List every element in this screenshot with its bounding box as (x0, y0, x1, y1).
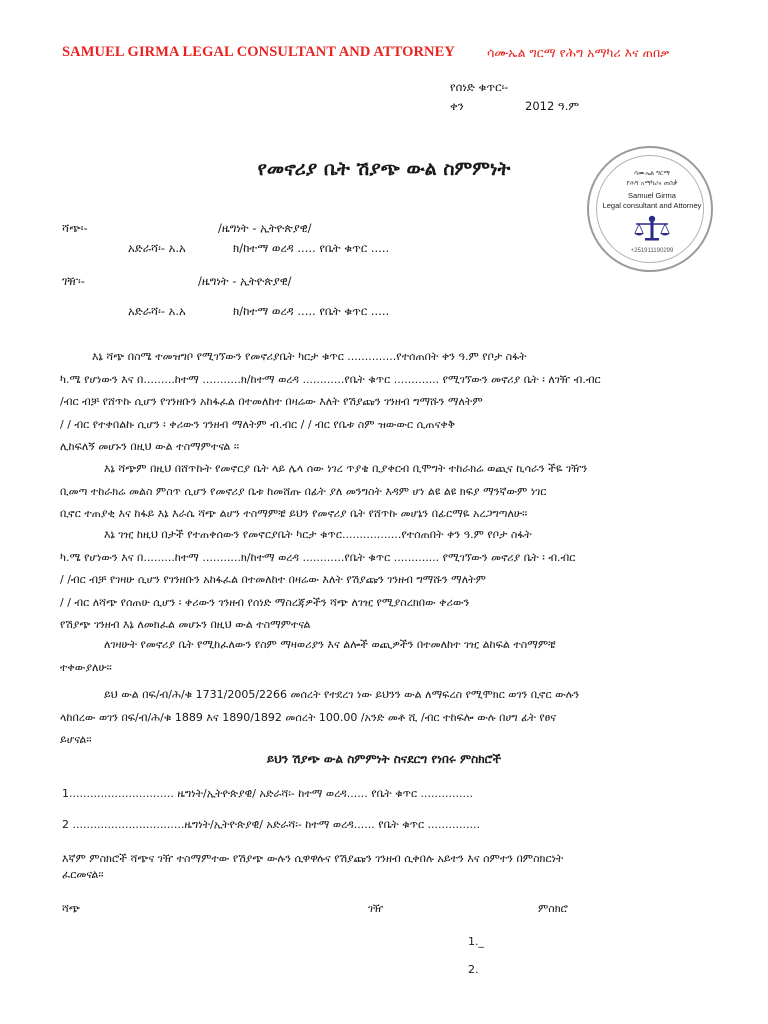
paragraph-transfer-costs (60, 634, 710, 679)
paragraph-line: ካ.ሜ የሆነውን እና በ.........ከተማ ...........ክ/ከተማ ወረዳ ............የቤት ቁጥር ............. የሚገኘውን መኖሪያ ቤት ፡ ብ.ብር (60, 550, 576, 564)
firm-name-english: SAMUEL GIRMA LEGAL CONSULTANT AND ATTORNEY (62, 44, 455, 60)
scales-of-justice-icon (632, 212, 672, 246)
buyer-nationality: /ዜግነት - ኢትዮጵያዊ/ (198, 274, 292, 288)
paragraph-line: የሽያጭ ገንዘብ እኔ ለመክፈል መሆኑን በዚህ ውል ተስማምተናል (60, 618, 311, 631)
paragraph-line: ካ.ሜ የሆነውን እና በ.........ከተማ ...........ክ/ከተማ ወረዳ ............የቤት ቁጥር ............. የሚገኘውን መኖሪያ ቤት ፡ ለገዥ ብ.ብር (60, 372, 601, 386)
seller-subcity: ክ/ከተማ ወረዳ ..... የቤት ቁጥር ..... (233, 241, 390, 255)
witness-closing-line-2: ፈርመናል፡፡ (62, 868, 104, 881)
seller-label: ሻጭ፡- (62, 221, 88, 235)
date-year: 2012 ዓ.ም (525, 99, 580, 113)
paragraph-line: ይህ ውል በፍ/ብ/ሕ/ቁ 1731/2005/2266 መሰረት የተደረገ ነው ይህንን ውል ለማፍረስ የሚሞክር ወገን ቢኖር ውሉን (104, 688, 580, 701)
buyer-signature-label: ገዥ (368, 902, 384, 915)
stamp-line-1: ሳሙኤል ግርማ (634, 169, 670, 177)
paragraph-line: እኔ ሻጭ በስሜ ተመዝግቦ የሚገኘውን የመኖሪያቤት ካርታ ቁጥር ..............የተሰጠበት ቀን ዓ.ም የቦታ ስፋት (92, 350, 527, 363)
paragraph-seller-statement (60, 346, 710, 459)
paragraph-seller-warranty (60, 458, 710, 526)
paragraph-line: / /ብር ብቻ የገዛሁ ሲሆን የገንዘቡን አከፋፈል በተመለከተ በዛሬው እለት የሽያጩን ገንዘብ ግማሹን ማለትም (60, 573, 486, 586)
paragraph-line: /ብር ብቻ የሸጥኩ ሲሆን የገንዘቡን አከፋፈል በተመለከተ በዛሬው እለት የሽያጩን ገንዘብ ግማሹን ማለትም (60, 395, 483, 408)
stamp-phone: +251911190299 (630, 248, 674, 254)
official-stamp (587, 146, 713, 272)
stamp-line-3: Samuel Girma (628, 191, 676, 200)
paragraph-line: ቢኖር ተጠያቂ እና ከፋይ እኔ እራሴ ሻጭ ልሆን ተስማምቼ ይህን የመኖሪያ ቤት የሸጥኩ መሆኔን በፊርማዬ አረጋግጣለሁ፡፡ (60, 507, 528, 520)
buyer-subcity: ክ/ከተማ ወረዳ ..... የቤት ቁጥር ..... (233, 304, 390, 318)
paragraph-line: ሊከፍለኝ መሆኑን በዚህ ውል ተስማምተናል ፡፡ (60, 440, 240, 453)
witness-signature-2: 2. (468, 963, 479, 976)
stamp-line-4: Legal consultant and Attorney (602, 201, 702, 210)
seller-address: አድራሻ፡- አ.አ (128, 241, 186, 255)
witness-section-title: ይህን ሽያጭ ውል ስምምነት ስናደርግ የነበሩ ምስክሮች (266, 752, 502, 766)
paragraph-line: እኔ ሻጭም በዚህ በሸጥኩት የመኖርያ ቤት ላይ ሌላ ሰው ነገረ ጥያቄ ቢያቀርብ ቢሞግት ተከራክሬ ወጪና ኪሳራን ችዬ ገዥን (104, 462, 588, 475)
paragraph-line: / / ብር የተቀበልኩ ሲሆን ፡ ቀሪውን ገንዘብ ማለትም ብ.ብር / / ብር የቤቱ ስም ዝውውር ሲጠናቀቅ (60, 417, 456, 431)
paragraph-buyer-statement (60, 524, 710, 637)
witness-signature-1: 1._ (468, 935, 484, 948)
buyer-address: አድራሻ፡- አ.አ (128, 304, 186, 318)
firm-name-amharic: ሳሙኤል ግርማ የሕግ አማካሪ እና ጠበቃ (487, 45, 670, 60)
buyer-label: ገዥ፡- (62, 274, 85, 288)
witness-2-line: 2 ................................ዜግነት/ኢትዮጵያዊ/ አድራሻ፡- ከተማ ወረዳ...... የቤት ቁጥር ............... (62, 818, 480, 831)
seller-signature-label: ሻጭ (62, 902, 80, 915)
paragraph-line: ለገዛሁት የመኖሪያ ቤት የሚከፈለውን የስም ማዛወሪያን እና ልሎች ወጪዎችን በተመለከተ ገዢ ልከፍል ተስማምቼ (104, 638, 556, 651)
date-label: ቀን (450, 99, 464, 113)
paragraph-line: ቢመጣ ተከራክሬ መልስ ምስጥ ሲሆን የመኖሪያ ቤቱ ከመሸጡ በፊት ያለ መንግስት እዳም ሆነ ልዩ ልዩ ክፍያ ማንኛውም ነገር (60, 484, 547, 498)
document-number-label: የሰነድ ቁጥር፡- (450, 80, 509, 94)
witness-signature-label: ምስክሮ (538, 902, 568, 915)
paragraph-line: ላከበረው ወገን በፍ/ብ/ሕ/ቁ 1889 እና 1890/1892 መሰረት 100.00 /አንድ መቶ ሺ /ብር ተከፍሎ ውሉ በሀግ ፊት የፀና (60, 710, 557, 724)
witness-closing-line-1: እኛም ምስክሮች ሻጭና ገዥ ተስማምተው የሽያጭ ውሉን ሲዋዋሉና የሽያጩን ገንዘብ ሲቀበሉ አይተን እና ሰምተን በምስክርነት (62, 852, 564, 865)
paragraph-line: እኔ ገዢ ከዚህ በታች የተጠቀሰውን የመኖርያቤት ካርታ ቁጥር.................የተሰጠበት ቀን ዓ.ም የቦታ ስፋት (104, 528, 532, 541)
contract-title: የመኖሪያ ቤት ሽያጭ ውል ስምምነት (257, 158, 511, 180)
paragraph-line: / / ብር ለሻጭ የሰጠሁ ሲሆን ፡ ቀሪውን ገንዘብ የሰነድ ማስረጃዎችን ሻጭ ለገዢ የሚያስረክበው ቀሪውን (60, 595, 470, 609)
stamp-line-2: የሕግ አማካሪና ጠበቃ (626, 179, 678, 187)
paragraph-line: ይሆናል፡፡ (60, 733, 92, 746)
paragraph-legal-basis (60, 684, 710, 752)
paragraph-line: ተቀውያለሁ፡፡ (60, 660, 112, 674)
witness-1-line: 1.............................. ዜግነት/ኢትዮጵያዊ/ አድራሻ፡- ከተማ ወረዳ...... የቤት ቁጥር ............... (62, 787, 473, 800)
seller-nationality: /ዜግነት - ኢትዮጵያዊ/ (218, 221, 312, 235)
